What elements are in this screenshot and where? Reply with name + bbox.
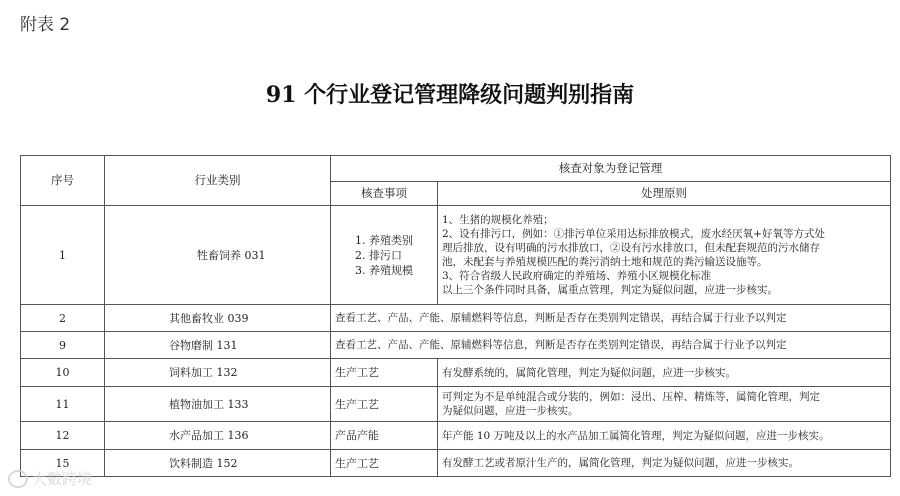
row-industry: 谷物磨制 131: [105, 332, 331, 359]
principle-line: 有发酵系统的，属简化管理，判定为疑似问题，应进一步核实。: [442, 366, 736, 379]
header-group: 核查对象为登记管理: [331, 156, 891, 182]
watermark-text: 大數跨境: [32, 470, 93, 488]
item-line: 1. 养殖类别: [355, 233, 413, 247]
row-industry: 水产品加工 136: [105, 422, 331, 450]
guide-table: [20, 155, 891, 477]
watermark: [8, 468, 92, 489]
row-items: [331, 206, 438, 305]
principle-line: 理后排放，设有明确的污水排放口，②设有污水排放口，但未配套规范的污水储存: [442, 242, 820, 254]
table-row: [21, 206, 891, 305]
principle-line: 年产能 10 万吨及以上的水产品加工属简化管理，判定为疑似问题，应进一步核实。: [442, 429, 830, 442]
row-seq: 15: [21, 450, 105, 477]
row-industry: 其他畜牧业 039: [105, 305, 331, 332]
row-industry: 植物油加工 133: [105, 387, 331, 422]
row-principle: [438, 387, 891, 422]
header-items: 核查事项: [331, 182, 438, 206]
row-principle: [438, 422, 891, 450]
item-line: 3. 养殖规模: [355, 263, 413, 277]
row-item: 生产工艺: [331, 359, 438, 387]
principle-line: 2、设有排污口，例如：①排污单位采用达标排放模式，废水经厌氧+好氧等方式处: [442, 228, 825, 240]
header-principle: 处理原则: [438, 182, 891, 206]
principle-line: 有发酵工艺或者原汁生产的，属简化管理，判定为疑似问题，应进一步核实。: [442, 457, 799, 469]
row-item: 生产工艺: [331, 450, 438, 477]
row-seq: 10: [21, 359, 105, 387]
table-row: [21, 387, 891, 422]
row-industry: 饮料制造 152: [105, 450, 331, 477]
table-row: [21, 422, 891, 450]
row-seq: 2: [21, 305, 105, 332]
row-principle: [438, 450, 891, 477]
header-seq: 序号: [21, 156, 105, 206]
row-item: 生产工艺: [331, 387, 438, 422]
item-line: 2. 排污口: [355, 248, 402, 262]
watermark-logo-icon: [8, 470, 28, 488]
table-row: [21, 359, 891, 387]
row-seq: 1: [21, 206, 105, 305]
header-industry: 行业类别: [105, 156, 331, 206]
principle-line: 可判定为不是单纯混合或分装的，例如：浸出、压榨、精炼等，属简化管理，判定: [442, 391, 820, 403]
table-row: [21, 332, 891, 359]
row-industry: 牲畜饲养 031: [105, 206, 331, 305]
row-principle: [438, 206, 891, 305]
row-industry: 饲料加工 132: [105, 359, 331, 387]
row-principle: [438, 359, 891, 387]
principle-line: 池，未配套与养殖规模匹配的粪污消纳土地和规范的粪污输送设施等。: [442, 256, 768, 268]
row-seq: 9: [21, 332, 105, 359]
row-merged-note: 查看工艺、产品、产能、原辅燃料等信息，判断是否存在类别判定错误，再结合属于行业予以判定: [331, 305, 891, 332]
principle-line: 3、符合省级人民政府确定的养殖场、养殖小区规模化标准: [442, 270, 712, 282]
principle-line: 为疑似问题，应进一步核实。: [442, 405, 579, 417]
row-merged-note: 查看工艺、产品、产能、原辅燃料等信息，判断是否存在类别判定错误，再结合属于行业予以判定: [331, 332, 891, 359]
principle-line: 以上三个条件同时具备，属重点管理，判定为疑似问题，应进一步核实。: [442, 284, 778, 296]
row-item: 产品产能: [331, 422, 438, 450]
table-row: [21, 305, 891, 332]
document-title: 91 个行业登记管理降级问题判别指南: [265, 82, 635, 108]
table-row: [21, 450, 891, 477]
row-seq: 12: [21, 422, 105, 450]
appendix-label: 附表 2: [20, 15, 71, 35]
row-seq: 11: [21, 387, 105, 422]
principle-line: 1、生猪的规模化养殖；: [442, 214, 554, 226]
